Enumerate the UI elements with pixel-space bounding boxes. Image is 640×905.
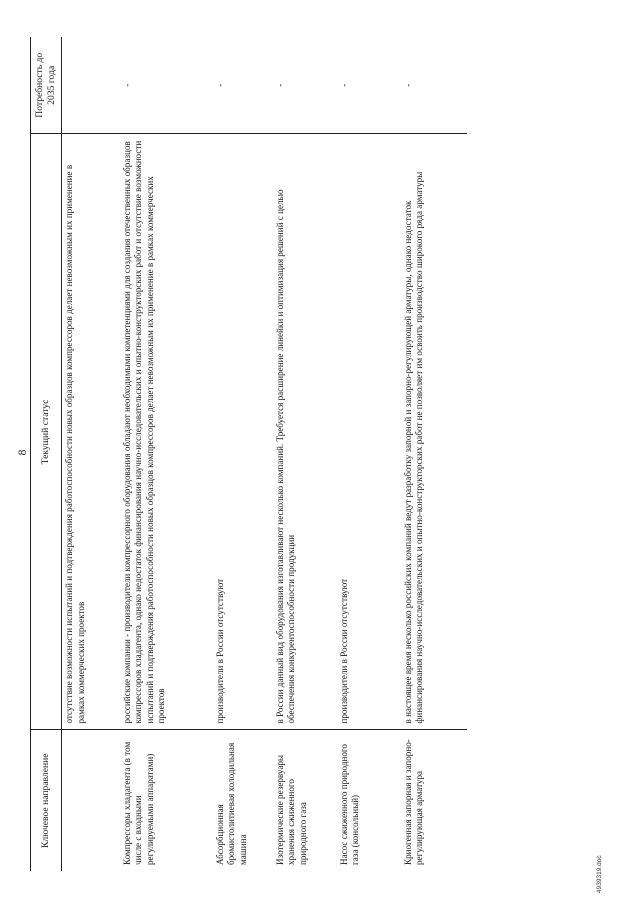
document-filename: 4939319.doc [596, 855, 603, 893]
row-need: - [121, 83, 132, 87]
table-row [337, 37, 401, 871]
row-direction: Насос сжиженного природного газа (консольный) [337, 730, 401, 871]
row-status: производители в России отсутствуют [337, 134, 401, 730]
row-status: производители в России отсутствуют [213, 134, 273, 730]
row-need [62, 37, 120, 134]
header-current-status: Текущий статус [31, 134, 62, 730]
row-status: российские компании - производители компрессорного оборудования обладают необходимыми компетенциями для создания отечественных образцов компрессоров хладагента, однако недостаток финансирования научно-исследовательских и опытно-конструкторских работ и отсутствие возможности испытаний и подтверждения работоспособности новых образцов компрессоров делает невозможным их применение в рамках коммерческих проектов [120, 134, 213, 730]
row-direction: Криогенная запорная и запорно-регулирующая арматура [401, 730, 467, 871]
row-need: - [214, 83, 225, 87]
row-direction [62, 730, 120, 871]
row-direction: Компрессоры хладагента (в том числе с входными регулируемыми аппаратами) [120, 730, 213, 871]
header-need-2035: Потребность до 2035 года [31, 37, 62, 134]
row-need: - [338, 83, 349, 87]
table-row [273, 37, 337, 871]
row-direction: Абсорбционная бромистолитиевая холодильная машина [213, 730, 273, 871]
table-row [62, 37, 120, 871]
table-header-row [31, 37, 62, 871]
header-key-direction: Ключевое направление [31, 730, 62, 871]
row-need: - [274, 83, 285, 87]
requirements-table [30, 37, 467, 871]
row-status: в России данный вид оборудования изготавливают несколько компаний. Требуется расширение линейки и оптимизация решений с целью обеспечения конкурентоспособности продукции [273, 134, 337, 730]
row-need: - [402, 83, 413, 87]
table-row [213, 37, 273, 871]
page-number: 8 [17, 449, 29, 456]
row-direction: Изотермические резервуары хранения сжиженного природного газа [273, 730, 337, 871]
table-row [120, 37, 213, 871]
table-row [401, 37, 467, 871]
row-status: отсутствие возможности испытаний и подтверждения работоспособности новых образцов компрессоров делает невозможным их применение в рамках коммерческих проектов [62, 134, 120, 730]
row-status: в настоящее время несколько российских компаний ведут разработку запорной и запорно-регулирующей арматуры, однако недостаток финансирования научно-исследовательских и опытно-конструкторских работ не позволяет им освоить производство широкого ряда арматуры [401, 134, 467, 730]
